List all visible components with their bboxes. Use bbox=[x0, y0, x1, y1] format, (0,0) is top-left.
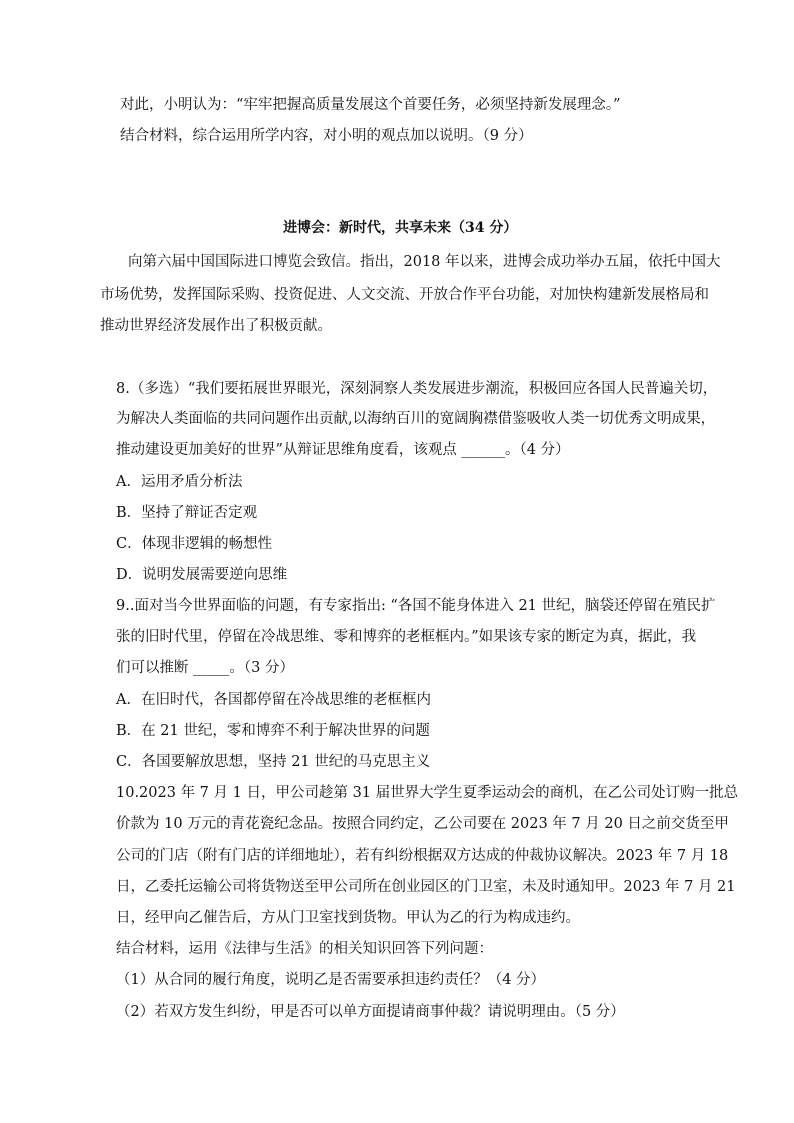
question-8-stem-line: 为解决人类面临的共同问题作出贡献,以海纳百川的宽阔胸襟借鉴吸收人类一切优秀文明成果， bbox=[116, 411, 716, 427]
question-8-option: B．坚持了辩证否定观 bbox=[116, 505, 258, 521]
section-title: 进博会：新时代，共享未来（34 分） bbox=[283, 220, 518, 236]
question-8-stem-line: 推动建设更加美好的世界”从辩证思维角度看，该观点 ______。（4 分） bbox=[116, 442, 570, 458]
question-8-option: C．体现非逻辑的畅想性 bbox=[116, 536, 273, 552]
question-10-stem-line: 结合材料，运用《法律与生活》的相关知识回答下列问题： bbox=[116, 941, 493, 957]
question-9-option: C．各国要解放思想，坚持 21 世纪的马克思主义 bbox=[116, 754, 431, 770]
question-8-option: A．运用矛盾分析法 bbox=[116, 474, 243, 490]
question-8-option: D．说明发展需要逆向思维 bbox=[116, 567, 288, 583]
question-10-subquestion: （1）从合同的履行角度，说明乙是否需要承担违约责任？（4 分） bbox=[116, 972, 546, 988]
question-9-stem-line: 们可以推断 _____。（3 分） bbox=[116, 660, 294, 676]
question-9-stem-line: 张的旧时代里，停留在冷战思维、零和博弈的老框框内。”如果该专家的断定为真，据此，我 bbox=[116, 629, 697, 645]
question-10-stem-line: 10.2023 年 7 月 1 日，甲公司趁第 31 届世界大学生夏季运动会的商机，在乙公司处订购一批总 bbox=[116, 785, 739, 801]
question-10-stem-line: 日，经甲向乙催告后，方从门卫室找到货物。甲认为乙的行为构成违约。 bbox=[116, 910, 580, 926]
question-10-stem-line: 日，乙委托运输公司将货物送至甲公司所在创业园区的门卫室，未及时通知甲。2023 年 7 月 21 bbox=[116, 879, 736, 895]
section-paragraph-line: 推动世界经济发展作出了积极贡献。 bbox=[100, 318, 332, 334]
section-paragraph-line: 向第六届中国国际进口博览会致信。指出，2018 年以来，进博会成功举办五届，依托中国大 bbox=[128, 254, 721, 270]
intro-line-1: 对此，小明认为：“牢牢把握高质量发展这个首要任务，必须坚持新发展理念。” bbox=[120, 97, 621, 113]
question-10-stem-line: 公司的门店（附有门店的详细地址），若有纠纷根据双方达成的仲裁协议解决。2023 年 7 月 18 bbox=[116, 848, 729, 864]
question-10-stem-line: 价款为 10 万元的青花瓷纪念品。按照合同约定，乙公司要在 2023 年 7 月 20 日之前交货至甲 bbox=[116, 816, 729, 832]
question-9-option: B．在 21 世纪，零和博弈不利于解决世界的问题 bbox=[116, 723, 430, 739]
question-9-option: A．在旧时代，各国都停留在冷战思维的老框框内 bbox=[116, 692, 431, 708]
question-10-subquestion: （2）若双方发生纠纷，甲是否可以单方面提请商事仲裁？请说明理由。（5 分） bbox=[116, 1004, 625, 1020]
section-paragraph-line: 市场优势，发挥国际采购、投资促进、人文交流、开放合作平台功能，对加快构建新发展格局和 bbox=[100, 287, 709, 303]
question-9-stem-line: 9..面对当今世界面临的问题，有专家指出: “各国不能身体进入 21 世纪，脑袋还停留在殖民扩 bbox=[116, 598, 716, 614]
question-8-stem-line: 8.（多选）“我们要拓展世界眼光，深刻洞察人类发展进步潮流，积极回应各国人民普遍关切， bbox=[116, 381, 718, 397]
intro-line-2: 结合材料，综合运用所学内容，对小明的观点加以说明。（9 分） bbox=[120, 128, 533, 144]
